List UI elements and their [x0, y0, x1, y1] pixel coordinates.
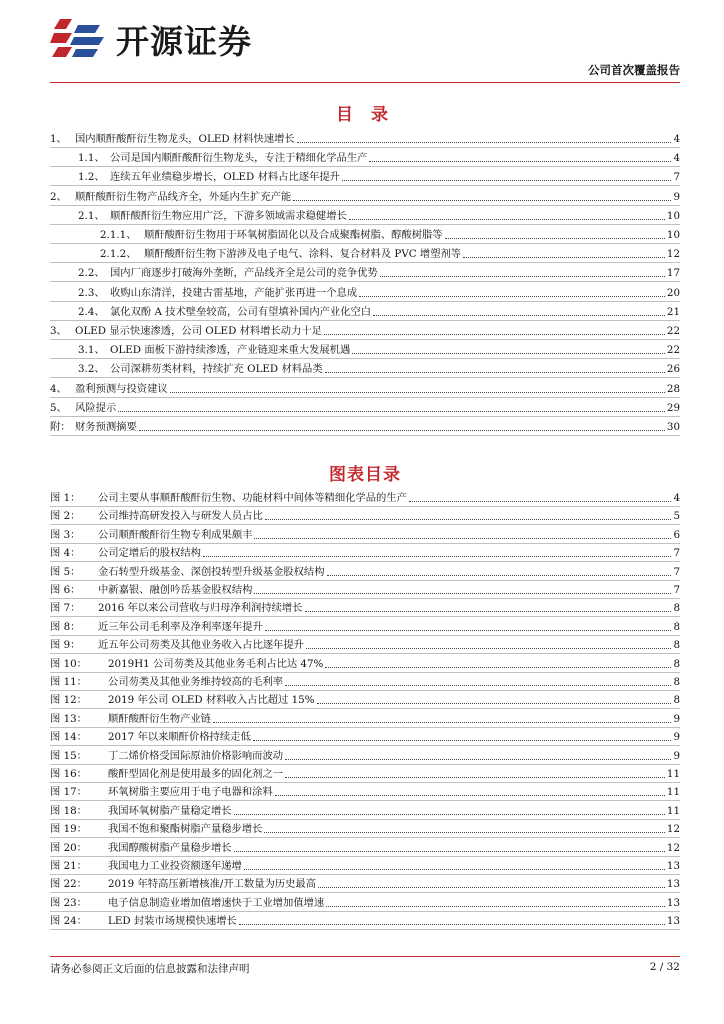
entry-title: 顺酐酸酐衍生物产业链 — [108, 712, 211, 725]
dot-leader — [234, 814, 665, 815]
entry-page-number: 17 — [666, 267, 680, 280]
dot-leader — [203, 556, 671, 557]
entry-number: 1.2、 — [78, 171, 105, 184]
dot-leader — [306, 648, 672, 649]
dot-leader — [445, 238, 665, 239]
entry-page-number: 12 — [666, 248, 680, 261]
figure-entry[interactable] — [50, 673, 680, 689]
row-divider — [50, 243, 680, 244]
toc-entry[interactable] — [50, 245, 680, 261]
toc-entry[interactable] — [50, 360, 680, 376]
entry-page-number: 11 — [666, 786, 680, 799]
row-divider — [50, 281, 680, 282]
row-divider — [50, 205, 680, 206]
entry-title: 我国环氧树脂产量稳定增长 — [108, 804, 232, 817]
dot-leader — [285, 685, 671, 686]
entry-number: 图 17： — [50, 786, 87, 799]
figure-entry[interactable] — [50, 765, 680, 781]
dot-leader — [318, 887, 665, 888]
row-divider — [50, 929, 680, 930]
figure-entry[interactable] — [50, 507, 680, 523]
entry-page-number: 7 — [673, 171, 680, 184]
toc-entry[interactable] — [50, 149, 680, 165]
entry-number: 图 2： — [50, 510, 81, 523]
figure-entry[interactable] — [50, 894, 680, 910]
dot-leader — [349, 219, 665, 220]
figure-entry[interactable] — [50, 544, 680, 560]
entry-number: 1.1、 — [78, 152, 105, 165]
entry-page-number: 13 — [666, 860, 680, 872]
dot-leader — [254, 538, 671, 539]
entry-number: 图 16： — [50, 768, 87, 780]
entry-title: 顺酐酸酐衍生物用于环氧树脂固化以及合成聚酯树脂、醇酸树脂等 — [144, 229, 443, 241]
figure-entry[interactable] — [50, 820, 680, 836]
report-type-label: 公司首次覆盖报告 — [588, 63, 680, 77]
entry-title: 2017 年以来顺酐价格持续走低 — [108, 731, 251, 744]
dot-leader — [285, 759, 671, 760]
row-divider — [50, 301, 680, 302]
dot-leader — [118, 411, 665, 412]
footer-divider — [50, 956, 680, 957]
dot-leader — [409, 501, 672, 502]
dot-leader — [265, 519, 672, 520]
entry-number: 图 21： — [50, 860, 87, 872]
dot-leader — [369, 161, 671, 162]
toc-entry[interactable] — [50, 130, 680, 146]
toc-entry[interactable] — [50, 226, 680, 242]
toc-entry[interactable] — [50, 168, 680, 184]
entry-title: 2019 年特高压新增核准/开工数量为历史最高 — [108, 878, 316, 891]
entry-number: 图 15： — [50, 749, 87, 762]
entry-number: 图 6： — [50, 584, 81, 596]
dot-leader — [327, 575, 672, 576]
figure-entry[interactable] — [50, 691, 680, 707]
dot-leader — [244, 869, 665, 870]
toc-entry[interactable] — [50, 303, 680, 319]
dot-leader — [342, 180, 671, 181]
toc-entry[interactable] — [50, 264, 680, 280]
entry-title: 国内厂商逐步打破海外垄断，产品线齐全是公司的竞争优势 — [110, 267, 378, 280]
dot-leader — [325, 372, 665, 373]
entry-number: 2.2、 — [78, 267, 105, 280]
dot-leader — [234, 851, 665, 852]
entry-title: 2019 年公司 OLED 材料收入占比超过 15% — [108, 694, 315, 707]
entry-page-number: 4 — [673, 492, 680, 504]
dot-leader — [265, 630, 672, 631]
entry-page-number: 7 — [673, 547, 680, 560]
entry-page-number: 8 — [673, 676, 680, 688]
dot-leader — [373, 315, 665, 316]
entry-title: 公司主要从事顺酐酸酐衍生物、功能材料中间体等精细化学品的生产 — [98, 492, 407, 504]
toc-entry[interactable] — [50, 341, 680, 357]
entry-page-number: 11 — [666, 768, 680, 780]
toc-entry[interactable] — [50, 284, 680, 300]
entry-page-number: 9 — [673, 749, 680, 762]
dot-leader — [213, 722, 671, 723]
dot-leader — [325, 667, 671, 668]
row-divider — [50, 262, 680, 263]
entry-page-number: 13 — [666, 878, 680, 891]
entry-title: 公司顺酐酸酐衍生物专利成果颇丰 — [98, 528, 253, 541]
entry-page-number: 9 — [673, 190, 680, 203]
dot-leader — [297, 142, 672, 143]
dot-leader — [352, 353, 665, 354]
figure-entry[interactable] — [50, 618, 680, 634]
toc-entry[interactable] — [50, 188, 680, 204]
dot-leader — [253, 740, 672, 741]
dot-leader — [326, 906, 665, 907]
dot-leader — [305, 611, 672, 612]
entry-title: 盈利预测与投资建议 — [75, 382, 168, 395]
figure-entry[interactable] — [50, 747, 680, 763]
entry-title: 氯化双酚 A 技术壁垒较高，公司有望填补国内产业化空白 — [110, 305, 372, 318]
entry-title: 顺酐酸酐衍生物应用广泛，下游多领域需求稳健增长 — [110, 209, 347, 222]
dot-leader — [317, 703, 672, 704]
dot-leader — [254, 593, 671, 594]
entry-title: 公司芴类及其他业务维持较高的毛利率 — [108, 676, 284, 688]
entry-number: 图 8： — [50, 620, 81, 633]
entry-title: 金石转型升级基金、深创投转型升级基金股权结构 — [98, 565, 325, 578]
figure-list-title: 图表目录 — [329, 465, 401, 485]
entry-number: 5、 — [50, 401, 67, 414]
header-divider — [50, 82, 680, 83]
entry-page-number: 9 — [673, 731, 680, 744]
entry-number: 图 1： — [50, 492, 81, 504]
entry-title: 我国不饱和聚酯树脂产量稳步增长 — [108, 823, 263, 836]
entry-number: 图 24： — [50, 915, 87, 928]
entry-number: 图 13： — [50, 712, 87, 725]
dot-leader — [239, 924, 665, 925]
dot-leader — [275, 795, 665, 796]
entry-page-number: 10 — [666, 209, 680, 222]
page-number: 2 / 32 — [649, 961, 680, 973]
figure-entry[interactable] — [50, 912, 680, 928]
footer-disclaimer: 请务必参阅正文后面的信息披露和法律声明 — [50, 963, 250, 975]
entry-page-number: 9 — [673, 712, 680, 725]
dot-leader — [324, 334, 665, 335]
entry-title: 电子信息制造业增加值增速快于工业增加值增速 — [108, 896, 325, 909]
entry-title: 公司维持高研发投入与研发人员占比 — [98, 510, 263, 523]
entry-number: 图 3： — [50, 528, 81, 541]
entry-page-number: 10 — [666, 229, 680, 241]
entry-page-number: 28 — [666, 382, 680, 395]
figure-entry[interactable] — [50, 636, 680, 652]
entry-title: 收购山东清洋，投建古雷基地，产能扩张再进一个息成 — [110, 286, 358, 299]
row-divider — [50, 320, 680, 321]
figure-entry[interactable] — [50, 728, 680, 744]
row-divider — [50, 339, 680, 340]
entry-title: 公司定增后的股权结构 — [98, 547, 201, 560]
entry-number: 图 14： — [50, 731, 87, 744]
brand-logo — [50, 14, 252, 64]
kaiyuan-logo-icon — [50, 15, 112, 63]
figure-entry[interactable] — [50, 839, 680, 855]
entry-page-number: 12 — [666, 841, 680, 854]
entry-page-number: 12 — [666, 823, 680, 836]
row-divider — [50, 166, 680, 167]
entry-number: 附： — [50, 421, 71, 433]
entry-title: 中新嘉银、融创吟岳基金股权结构 — [98, 584, 253, 596]
entry-title: 我国醇酸树脂产量稳步增长 — [108, 841, 232, 854]
dot-leader — [139, 430, 665, 431]
row-divider — [50, 147, 680, 148]
toc-entry[interactable] — [50, 322, 680, 338]
entry-number: 2.1、 — [78, 209, 105, 222]
entry-title: LED 封装市场规模快速增长 — [108, 915, 237, 928]
dot-leader — [170, 392, 665, 393]
entry-number: 2.1.2、 — [100, 248, 137, 261]
entry-title: 国内顺酐酸酐衍生物龙头，OLED 材料快速增长 — [75, 133, 295, 145]
entry-title: 公司深耕芴类材料，持续扩充 OLED 材料品类 — [110, 363, 323, 376]
row-divider — [50, 416, 680, 417]
toc-entry[interactable] — [50, 207, 680, 223]
entry-page-number: 7 — [673, 565, 680, 578]
entry-number: 图 5： — [50, 565, 81, 578]
entry-title: 顺酐酸酐衍生物产品线齐全，外延内生扩充产能 — [75, 190, 292, 203]
entry-title: 近三年公司毛利率及净利率逐年提升 — [98, 620, 263, 633]
entry-number: 图 7： — [50, 602, 81, 615]
entry-page-number: 8 — [673, 639, 680, 652]
entry-page-number: 13 — [666, 915, 680, 928]
row-divider — [50, 185, 680, 186]
figure-entry[interactable] — [50, 802, 680, 818]
entry-number: 图 22： — [50, 878, 87, 891]
entry-number: 2.4、 — [78, 305, 105, 318]
entry-number: 图 10： — [50, 657, 87, 670]
figure-entry[interactable] — [50, 655, 680, 671]
entry-page-number: 8 — [673, 657, 680, 670]
entry-page-number: 29 — [666, 401, 680, 414]
entry-page-number: 6 — [673, 528, 680, 541]
entry-page-number: 8 — [673, 602, 680, 615]
entry-page-number: 21 — [666, 305, 680, 318]
entry-title: 2019H1 公司芴类及其他业务毛利占比达 47% — [108, 657, 324, 670]
entry-title: 酸酐型固化剂是使用最多的固化剂之一 — [108, 768, 284, 780]
row-divider — [50, 397, 680, 398]
entry-page-number: 26 — [666, 363, 680, 376]
entry-title: 我国电力工业投资额逐年递增 — [108, 860, 242, 872]
entry-number: 2、 — [50, 190, 67, 203]
figure-entry[interactable] — [50, 599, 680, 615]
row-divider — [50, 377, 680, 378]
entry-page-number: 22 — [666, 325, 680, 337]
entry-title: 近五年公司芴类及其他业务收入占比逐年提升 — [98, 639, 304, 652]
entry-title: OLED 显示快速渗透，公司 OLED 材料增长动力十足 — [75, 325, 322, 337]
entry-page-number: 13 — [666, 896, 680, 909]
entry-page-number: 8 — [673, 620, 680, 633]
dot-leader — [359, 296, 665, 297]
entry-title: 连续五年业绩稳步增长，OLED 材料占比逐年提升 — [110, 171, 340, 184]
entry-page-number: 4 — [673, 152, 680, 165]
toc-entry[interactable] — [50, 399, 680, 415]
entry-title: 环氧树脂主要应用于电子电器和涂料 — [108, 786, 273, 799]
entry-number: 图 18： — [50, 804, 87, 817]
dot-leader — [293, 200, 671, 201]
figure-entry[interactable] — [50, 563, 680, 579]
entry-page-number: 7 — [673, 584, 680, 596]
figure-entry[interactable] — [50, 710, 680, 726]
entry-title: 丁二烯价格受国际原油价格影响而波动 — [108, 749, 284, 762]
toc-title: 目 录 — [336, 105, 394, 125]
entry-title: OLED 面板下游持续渗透，产业链迎来重大发展机遇 — [110, 344, 351, 357]
entry-number: 3.1、 — [78, 344, 105, 357]
entry-page-number: 4 — [673, 133, 680, 145]
entry-page-number: 20 — [666, 286, 680, 299]
entry-title: 财务预测摘要 — [75, 421, 137, 433]
toc-entry[interactable] — [50, 380, 680, 396]
row-divider — [50, 358, 680, 359]
dot-leader — [264, 832, 664, 833]
entry-page-number: 11 — [666, 804, 680, 817]
entry-page-number: 8 — [673, 694, 680, 707]
figure-entry[interactable] — [50, 875, 680, 891]
entry-page-number: 22 — [666, 344, 680, 357]
row-divider — [50, 224, 680, 225]
dot-leader — [380, 276, 665, 277]
toc-entry[interactable] — [50, 418, 680, 434]
figure-entry[interactable] — [50, 783, 680, 799]
figure-entry[interactable] — [50, 489, 680, 505]
entry-title: 风险提示 — [75, 401, 117, 414]
entry-number: 图 4： — [50, 547, 81, 560]
dot-leader — [463, 257, 665, 258]
entry-number: 4、 — [50, 382, 67, 395]
entry-number: 图 11： — [50, 676, 87, 688]
dot-leader — [285, 777, 665, 778]
entry-number: 2.1.1、 — [100, 229, 137, 241]
entry-number: 2.3、 — [78, 286, 105, 299]
entry-number: 图 19： — [50, 823, 87, 836]
entry-number: 3.2、 — [78, 363, 105, 376]
entry-number: 图 23： — [50, 896, 87, 909]
figure-entry[interactable] — [50, 581, 680, 597]
entry-number: 图 12： — [50, 694, 87, 707]
entry-number: 图 9： — [50, 639, 81, 652]
brand-name: 开源证券 — [116, 21, 252, 61]
figure-entry[interactable] — [50, 857, 680, 873]
entry-number: 1、 — [50, 133, 67, 145]
entry-page-number: 30 — [666, 421, 680, 433]
entry-page-number: 5 — [673, 510, 680, 523]
entry-title: 2016 年以来公司营收与归母净利润持续增长 — [98, 602, 303, 615]
row-divider — [50, 435, 680, 436]
entry-number: 3、 — [50, 325, 67, 337]
figure-entry[interactable] — [50, 526, 680, 542]
page-header — [50, 14, 680, 77]
entry-title: 公司是国内顺酐酸酐衍生物龙头，专注于精细化学品生产 — [110, 152, 368, 165]
entry-title: 顺酐酸酐衍生物下游涉及电子电气、涂料、复合材料及 PVC 增塑剂等 — [144, 248, 462, 261]
entry-number: 图 20： — [50, 841, 87, 854]
